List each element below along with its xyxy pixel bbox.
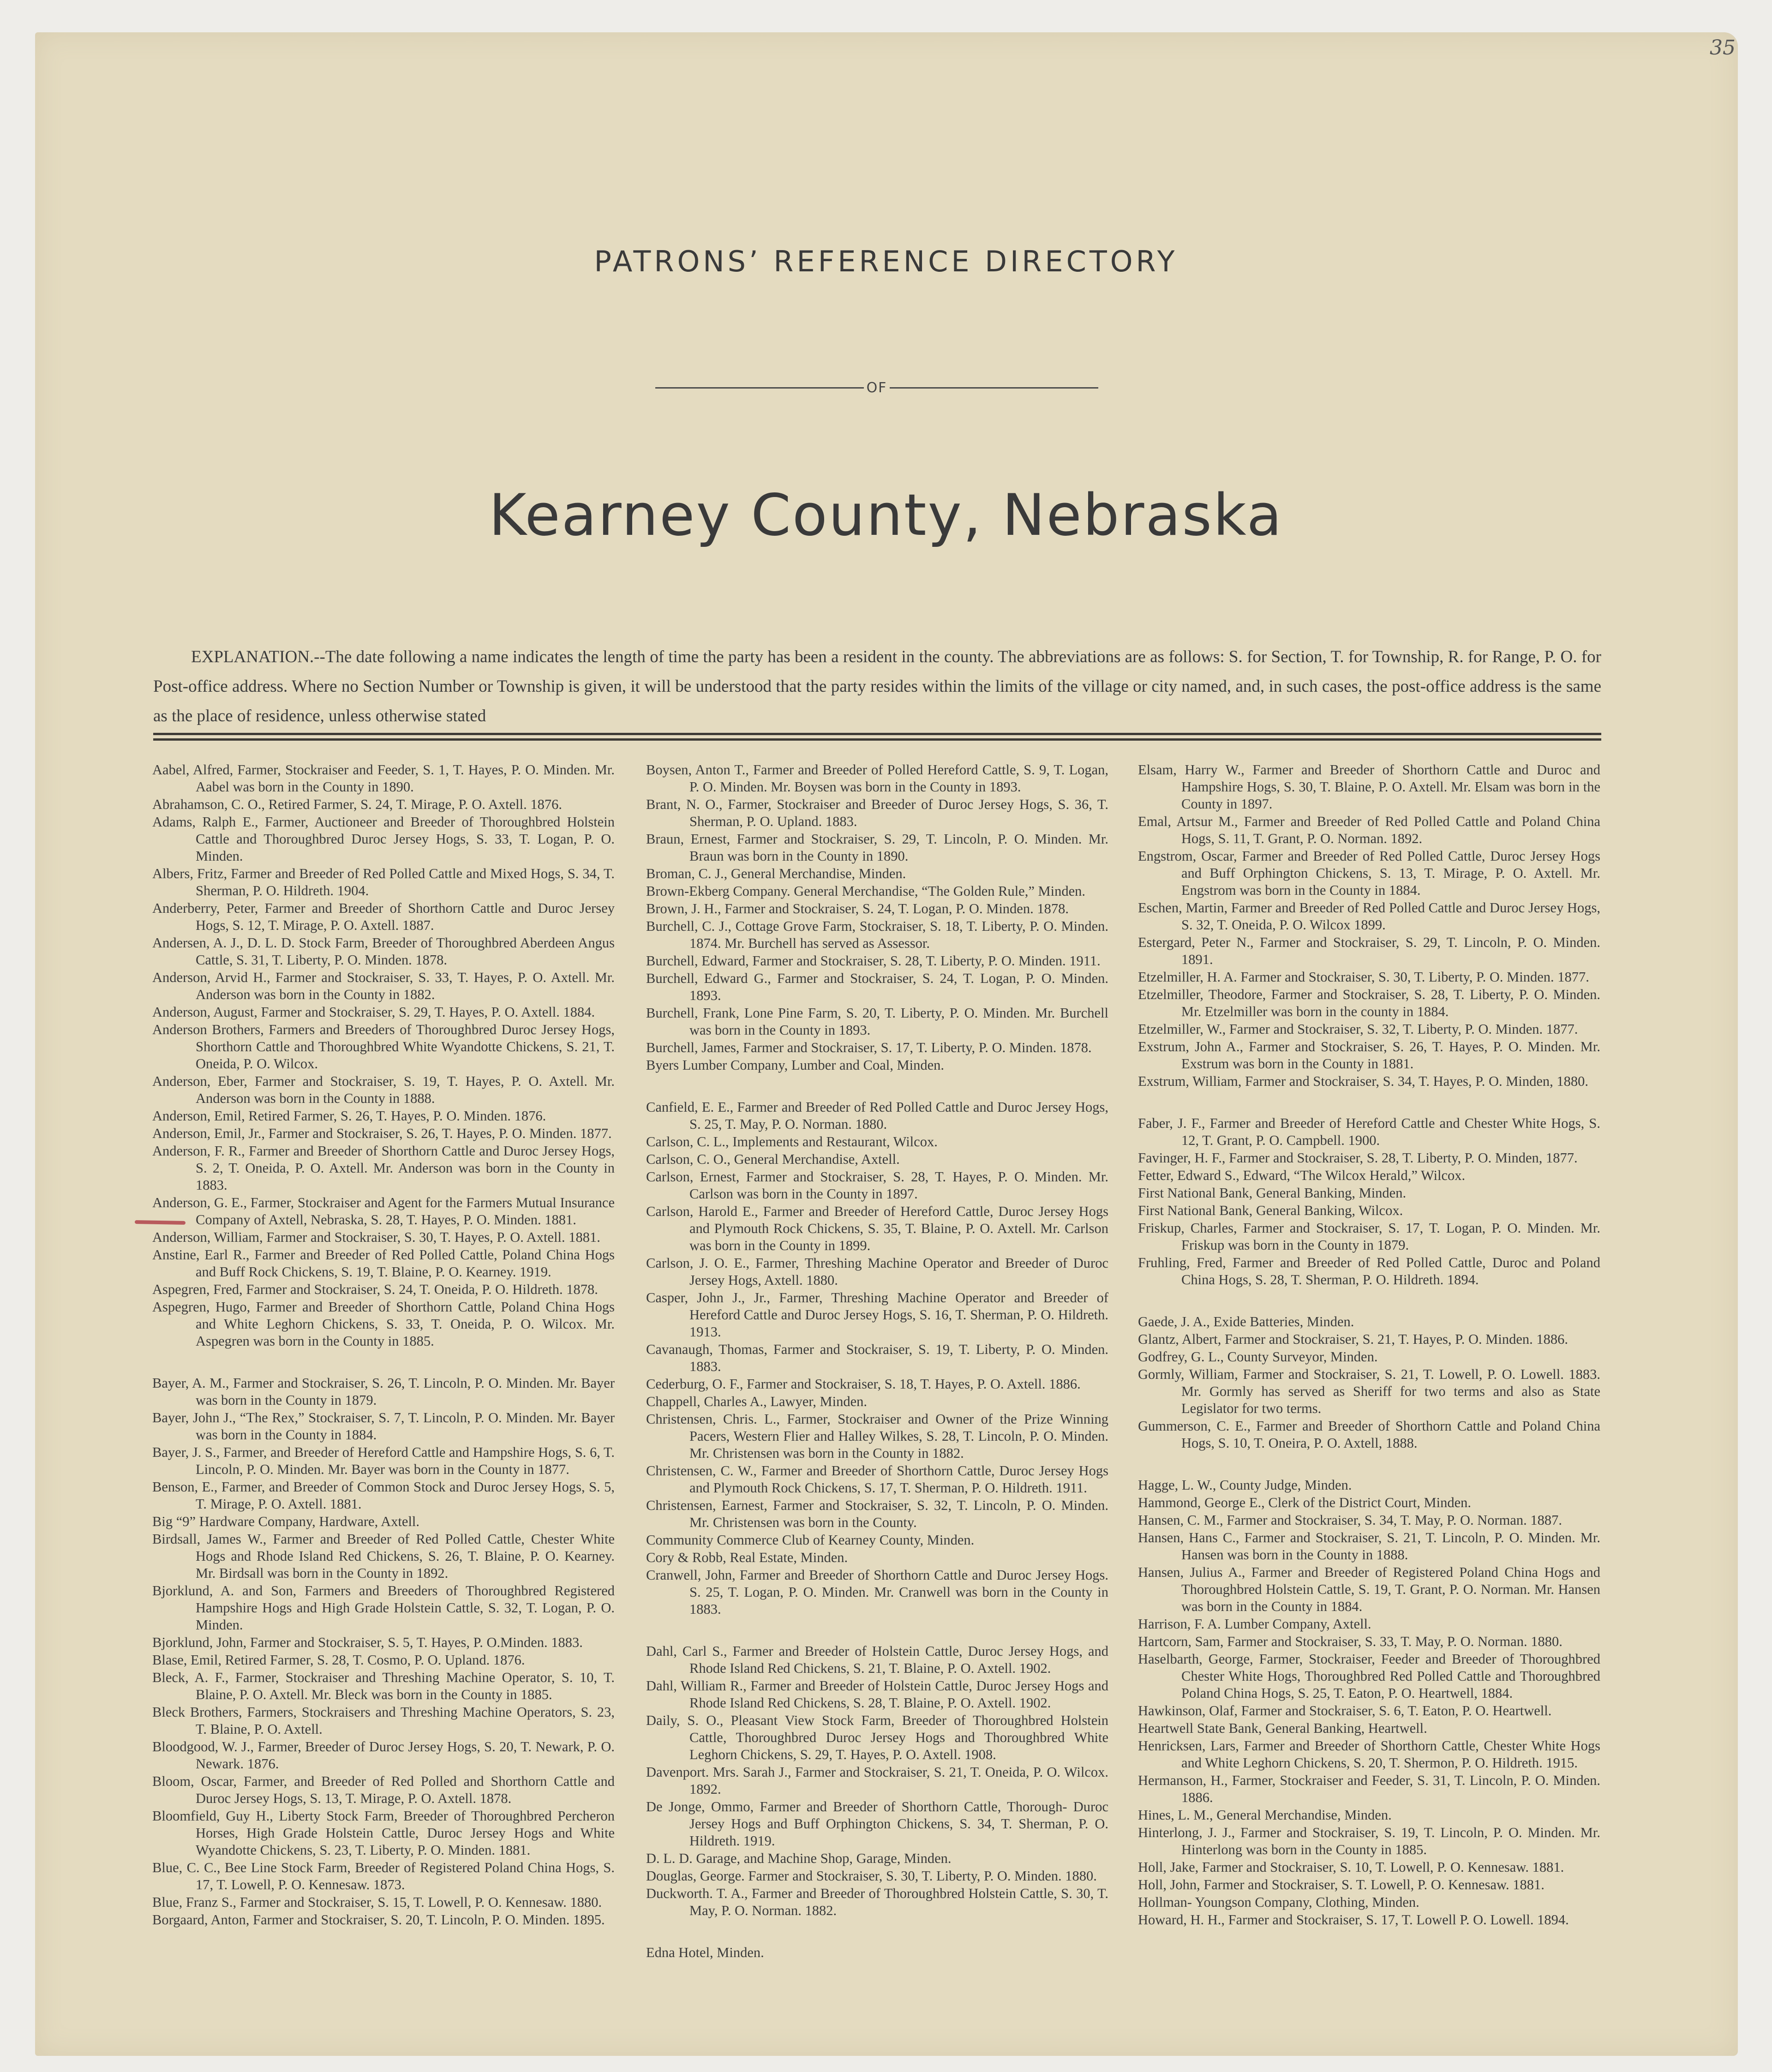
directory-entry: Byers Lumber Company, Lumber and Coal, Minden. bbox=[646, 1057, 945, 1073]
directory-entry: Etzelmiller, H. A. Farmer and Stockraiser, S. 30, T. Liberty, P. O. Minden. 1877. bbox=[1138, 969, 1589, 985]
directory-entry: Cranwell, John, Farmer and Breeder of Shorthorn Cattle and Duroc Jersey Hogs. S. 25, T. Logan, P. O. Minden. Mr. Cranwell was born in the County in 1883. bbox=[646, 1567, 1108, 1617]
directory-entry: Anderson, Emil, Jr., Farmer and Stockraiser, S. 26, T. Hayes, P. O. Minden. 1877. bbox=[152, 1126, 612, 1141]
directory-section bbox=[152, 761, 615, 1350]
directory-entry: Aabel, Alfred, Farmer, Stockraiser and Feeder, S. 1, T. Hayes, P. O. Minden. Mr. Aabel was born in the County in 1890. bbox=[152, 762, 615, 795]
directory-column-3 bbox=[1138, 761, 1600, 1929]
directory-entry: Hansen, Julius A., Farmer and Breeder of Registered Poland China Hogs and Thoroughbred Holstein Cattle, S. 19, T. Grant, P. O. Norman. Mr. Hansen was born in the County in 1884. bbox=[1138, 1564, 1600, 1614]
directory-entry: Burchell, Edward G., Farmer and Stockraiser, S. 24, T. Logan, P. O. Minden. 1893. bbox=[646, 970, 1108, 1003]
directory-entry: Carlson, Harold E., Farmer and Breeder of Hereford Cattle, Duroc Jersey Hogs and Plymouth Rock Chickens, S. 35, T. Blaine, P. O. Axtell. Mr. Carlson was born in the County in 1899. bbox=[646, 1204, 1108, 1253]
directory-entry: Benson, E., Farmer, and Breeder of Common Stock and Duroc Jersey Hogs, S. 5, T. Mirage, P. O. Axtell. 1881. bbox=[152, 1479, 615, 1512]
directory-entry: De Jonge, Ommo, Farmer and Breeder of Shorthorn Cattle, Thorough- Duroc Jersey Hogs and Buff Orphington Chickens, S. 34, T. Sherman, P. O. Hildreth. 1919. bbox=[646, 1799, 1108, 1849]
directory-entry: Hammond, George E., Clerk of the District Court, Minden. bbox=[1138, 1495, 1471, 1510]
directory-entry: Burchell, Frank, Lone Pine Farm, S. 20, T. Liberty, P. O. Minden. Mr. Burchell was born in the County in 1893. bbox=[646, 1005, 1108, 1038]
directory-entry: Haselbarth, George, Farmer, Stockraiser, Feeder and Breeder of Thoroughbred Chester White Hogs, Thoroughbred Red Polled Cattle and Thoroughbred Poland China Hogs, S. 25, T. Eaton, P. O. Heartwell, 1884. bbox=[1138, 1651, 1600, 1701]
directory-entry: Braun, Ernest, Farmer and Stockraiser, S. 29, T. Lincoln, P. O. Minden. Mr. Braun was born in the County in 1890. bbox=[646, 831, 1108, 864]
directory-entry: Anderson, Arvid H., Farmer and Stockraiser, S. 33, T. Hayes, P. O. Axtell. Mr. Anderson was born in the County in 1882. bbox=[152, 970, 615, 1002]
directory-entry: Broman, C. J., General Merchandise, Minden. bbox=[646, 866, 906, 881]
directory-entry: Faber, J. F., Farmer and Breeder of Hereford Cattle and Chester White Hogs, S. 12, T. Grant, P. O. Campbell. 1900. bbox=[1138, 1115, 1600, 1148]
rule-line bbox=[153, 738, 1601, 741]
directory-entry: Etzelmiller, W., Farmer and Stockraiser, S. 32, T. Liberty, P. O. Minden. 1877. bbox=[1138, 1021, 1578, 1037]
directory-entry: Bayer, J. S., Farmer, and Breeder of Hereford Cattle and Hampshire Hogs, S. 6, T. Lincoln, P. O. Minden. Mr. Bayer was born in the County in 1877. bbox=[152, 1444, 615, 1477]
directory-entry: Bleck Brothers, Farmers, Stockraisers and Threshing Machine Operators, S. 23, T. Blaine, P. O. Axtell. bbox=[152, 1704, 615, 1737]
directory-section bbox=[646, 1643, 1108, 1919]
directory-entry: Hermanson, H., Farmer, Stockraiser and Feeder, S. 31, T. Lincoln, P. O. Minden. 1886. bbox=[1138, 1773, 1600, 1805]
directory-entry: Gormly, William, Farmer and Stockraiser, S. 21, T. Lowell, P. O. Lowell. 1883. Mr. Gormly has served as Sheriff for two terms and also as State Legislator for two terms. bbox=[1138, 1366, 1600, 1416]
directory-entry: Hagge, L. W., County Judge, Minden. bbox=[1138, 1477, 1352, 1493]
directory-entry: Aspegren, Hugo, Farmer and Breeder of Shorthorn Cattle, Poland China Hogs and White Leghorn Chickens, S. 33, T. Oneida, P. O. Wilcox. Mr. Aspegren was born in the County in 1885. bbox=[152, 1299, 615, 1349]
directory-entry: Heartwell State Bank, General Banking, Heartwell. bbox=[1138, 1720, 1427, 1736]
directory-entry: Favinger, H. F., Farmer and Stockraiser, S. 28, T. Liberty, P. O. Minden, 1877. bbox=[1138, 1150, 1578, 1166]
directory-entry: Hansen, Hans C., Farmer and Stockraiser, S. 21, T. Lincoln, P. O. Minden. Mr. Hansen was born in the County in 1888. bbox=[1138, 1530, 1600, 1563]
directory-entry: Community Commerce Club of Kearney County, Minden. bbox=[646, 1532, 975, 1548]
directory-entry: Duckworth. T. A., Farmer and Breeder of Thoroughbred Holstein Cattle, S. 30, T. May, P. O. Norman. 1882. bbox=[646, 1886, 1108, 1918]
directory-entry: Elsam, Harry W., Farmer and Breeder of Shorthorn Cattle and Duroc and Hampshire Hogs, S. 30, T. Blaine, P. O. Axtell. Mr. Elsam was born in the County in 1897. bbox=[1138, 762, 1600, 812]
directory-entry: Bayer, A. M., Farmer and Stockraiser, S. 26, T. Lincoln, P. O. Minden. Mr. Bayer was born in the County in 1879. bbox=[152, 1375, 615, 1408]
rule-line bbox=[153, 733, 1601, 735]
directory-entry: Cory & Robb, Real Estate, Minden. bbox=[646, 1550, 848, 1565]
directory-entry: Albers, Fritz, Farmer and Breeder of Red Polled Cattle and Mixed Hogs, S. 34, T. Sherman, P. O. Hildreth. 1904. bbox=[152, 866, 615, 898]
directory-entry: Burchell, Edward, Farmer and Stockraiser, S. 28, T. Liberty, P. O. Minden. 1911. bbox=[646, 953, 1101, 969]
directory-entry: Holl, Jake, Farmer and Stockraiser, S. 10, T. Lowell, P. O. Kennesaw. 1881. bbox=[1138, 1859, 1564, 1875]
directory-entry: Eschen, Martin, Farmer and Breeder of Red Polled Cattle and Duroc Jersey Hogs, S. 32, T. Oneida, P. O. Wilcox 1899. bbox=[1138, 900, 1600, 933]
directory-entry: Christensen, Earnest, Farmer and Stockraiser, S. 32, T. Lincoln, P. O. Minden. Mr. Christensen was born in the County. bbox=[646, 1497, 1108, 1530]
of-label: OF bbox=[866, 379, 887, 396]
directory-entry: Howard, H. H., Farmer and Stockraiser, S. 17, T. Lowell P. O. Lowell. 1894. bbox=[1138, 1912, 1569, 1928]
directory-entry: Blue, C. C., Bee Line Stock Farm, Breeder of Registered Poland China Hogs, S. 17, T. Lowell, P. O. Kennesaw. 1873. bbox=[152, 1860, 615, 1892]
directory-entry: Anderson Brothers, Farmers and Breeders of Thoroughbred Duroc Jersey Hogs, Shorthorn Cattle and Thoroughbred White Wyandotte Chickens, S. 21, T. Oneida, P. O. Wilcox. bbox=[152, 1022, 615, 1072]
directory-entry: Daily, S. O., Pleasant View Stock Farm, Breeder of Thoroughbred Holstein Cattle, Thoroughbred Duroc Jersey Hogs and Thoroughbred White Leghorn Chickens, S. 29, T. Hayes, P. O. Axtell. 1908. bbox=[646, 1713, 1108, 1762]
of-divider bbox=[655, 377, 1098, 398]
divider-rule-right bbox=[890, 387, 1098, 389]
directory-entry: Fruhling, Fred, Farmer and Breeder of Red Polled Cattle, Duroc and Poland China Hogs, S. 28, T. Sherman, P. O. Hildreth. 1894. bbox=[1138, 1255, 1600, 1288]
directory-section bbox=[1138, 1313, 1600, 1452]
directory-entry: Anderson, F. R., Farmer and Breeder of Shorthorn Cattle and Duroc Jersey Hogs, S. 2, T. Oneida, P. O. Axtell. Mr. Anderson was born in the County in 1883. bbox=[152, 1143, 615, 1193]
directory-entry: Hawkinson, Olaf, Farmer and Stockraiser, S. 6, T. Eaton, P. O. Heartwell. bbox=[1138, 1703, 1552, 1719]
directory-entry: Adams, Ralph E., Farmer, Auctioneer and Breeder of Thoroughbred Holstein Cattle and Thoroughbred Duroc Jersey Hogs, S. 33, T. Logan, P. O. Minden. bbox=[152, 814, 615, 864]
divider-rule-left bbox=[655, 387, 864, 389]
directory-entry: Emal, Artsur M., Farmer and Breeder of Red Polled Cattle and Poland China Hogs, S. 11, T. Grant, P. O. Norman. 1892. bbox=[1138, 814, 1600, 846]
directory-entry: Canfield, E. E., Farmer and Breeder of Red Polled Cattle and Duroc Jersey Hogs, S. 25, T. May, P. O. Norman. 1880. bbox=[646, 1099, 1108, 1132]
directory-entry: Blase, Emil, Retired Farmer, S. 28, T. Cosmo, P. O. Upland. 1876. bbox=[152, 1652, 525, 1668]
directory-entry: Aspegren, Fred, Farmer and Stockraiser, S. 24, T. Oneida, P. O. Hildreth. 1878. bbox=[152, 1282, 598, 1297]
directory-entry: Godfrey, G. L., County Surveyor, Minden. bbox=[1138, 1349, 1378, 1365]
directory-section bbox=[1138, 1477, 1600, 1928]
directory-entry: Bloodgood, W. J., Farmer, Breeder of Duroc Jersey Hogs, S. 20, T. Newark, P. O. Newark. 1876. bbox=[152, 1739, 615, 1772]
directory-entry: Hinterlong, J. J., Farmer and Stockraiser, S. 19, T. Lincoln, P. O. Minden. Mr. Hinterlong was born in the County in 1885. bbox=[1138, 1825, 1600, 1857]
directory-entry: Hollman- Youngson Company, Clothing, Minden. bbox=[1138, 1894, 1419, 1910]
directory-entry: Burchell, James, Farmer and Stockraiser, S. 17, T. Liberty, P. O. Minden. 1878. bbox=[646, 1040, 1092, 1055]
directory-entry: Anderson, August, Farmer and Stockraiser, S. 29, T. Hayes, P. O. Axtell. 1884. bbox=[152, 1004, 595, 1020]
directory-entry: Brown, J. H., Farmer and Stockraiser, S. 24, T. Logan, P. O. Minden. 1878. bbox=[646, 901, 1069, 916]
directory-entry: D. L. D. Garage, and Machine Shop, Garage, Minden. bbox=[646, 1850, 952, 1866]
directory-entry: Burchell, C. J., Cottage Grove Farm, Stockraiser, S. 18, T. Liberty, P. O. Minden. 1874. Mr. Burchell has served as Assessor. bbox=[646, 918, 1108, 951]
directory-entry: Henricksen, Lars, Farmer and Breeder of Shorthorn Cattle, Chester White Hogs and White Leghorn Chickens, S. 20, T. Shermon, P. O. Hildreth. 1915. bbox=[1138, 1738, 1600, 1771]
directory-entry: Etzelmiller, Theodore, Farmer and Stockraiser, S. 28, T. Liberty, P. O. Minden. Mr. Etzelmiller was born in the county in 1884. bbox=[1138, 987, 1600, 1019]
directory-entry: Bayer, John J., “The Rex,” Stockraiser, S. 7, T. Lincoln, P. O. Minden. Mr. Bayer was born in the County in 1884. bbox=[152, 1410, 615, 1443]
directory-entry: Exstrum, John A., Farmer and Stockraiser, S. 26, T. Hayes, P. O. Minden. Mr. Exstrum was born in the County in 1881. bbox=[1138, 1039, 1600, 1072]
directory-section bbox=[152, 1375, 615, 1928]
directory-entry: Abrahamson, C. O., Retired Farmer, S. 24, T. Mirage, P. O. Axtell. 1876. bbox=[152, 796, 562, 812]
directory-section bbox=[646, 1944, 1108, 1961]
directory-entry: Hartcorn, Sam, Farmer and Stockraiser, S. 33, T. May, P. O. Norman. 1880. bbox=[1138, 1634, 1562, 1649]
directory-entry: Cavanaugh, Thomas, Farmer and Stockraiser, S. 19, T. Liberty, P. O. Minden. 1883. bbox=[646, 1341, 1108, 1374]
directory-entry: Bloomfield, Guy H., Liberty Stock Farm, Breeder of Thoroughbred Percheron Horses, High Grade Holstein Cattle, Duroc Jersey Hogs and White Wyandotte Chickens, S. 23, T. Liberty, P. O. Minden. 1881. bbox=[152, 1808, 615, 1858]
directory-entry: First National Bank, General Banking, Minden. bbox=[1138, 1185, 1407, 1201]
directory-entry: Engstrom, Oscar, Farmer and Breeder of Red Polled Cattle, Duroc Jersey Hogs and Buff Orphington Chickens, S. 13, T. Mirage, P. O. Axtell. Mr. Engstrom was born in the County in 1884. bbox=[1138, 848, 1600, 898]
directory-entry: Casper, John J., Jr., Farmer, Threshing Machine Operator and Breeder of Hereford Cattle and Duroc Jersey Hogs, S. 16, T. Sherman, P. O. Hildreth. 1913. bbox=[646, 1290, 1108, 1340]
directory-entry: Gaede, J. A., Exide Batteries, Minden. bbox=[1138, 1314, 1354, 1329]
directory-entry: Christensen, Chris. L., Farmer, Stockraiser and Owner of the Prize Winning Pacers, Western Flier and Halley Wilkes, S. 28, T. Lincoln, P. O. Minden. Mr. Christensen was born in the County in 1882. bbox=[646, 1411, 1108, 1461]
directory-entry: Brant, N. O., Farmer, Stockraiser and Breeder of Duroc Jersey Hogs, S. 36, T. Sherman, P. O. Upland. 1883. bbox=[646, 796, 1108, 829]
directory-entry: Gummerson, C. E., Farmer and Breeder of Shorthorn Cattle and Poland China Hogs, S. 10, T. Oneira, P. O. Axtell, 1888. bbox=[1138, 1418, 1600, 1451]
directory-entry: Exstrum, William, Farmer and Stockraiser, S. 34, T. Hayes, P. O. Minden, 1880. bbox=[1138, 1073, 1588, 1089]
directory-entry: Estergard, Peter N., Farmer and Stockraiser, S. 29, T. Lincoln, P. O. Minden. 1891. bbox=[1138, 934, 1600, 967]
directory-entry: Boysen, Anton T., Farmer and Breeder of Polled Hereford Cattle, S. 9, T. Logan, P. O. Minden. Mr. Boysen was born in the County in 1893. bbox=[646, 762, 1108, 795]
directory-entry: Hines, L. M., General Merchandise, Minden. bbox=[1138, 1807, 1392, 1823]
directory-entry: Anderson, Emil, Retired Farmer, S. 26, T. Hayes, P. O. Minden. 1876. bbox=[152, 1108, 546, 1124]
handwritten-page-number: 35 bbox=[1710, 36, 1736, 60]
page-title: PATRONS’ REFERENCE DIRECTORY bbox=[594, 245, 1178, 278]
directory-entry: Borgaard, Anton, Farmer and Stockraiser, S. 20, T. Lincoln, P. O. Minden. 1895. bbox=[152, 1912, 605, 1928]
directory-entry: Birdsall, James W., Farmer and Breeder of Red Polled Cattle, Chester White Hogs and Rhode Island Red Chickens, S. 26, T. Blaine, P. O. Kearney. Mr. Birdsall was born in the County in 1892. bbox=[152, 1531, 615, 1581]
directory-entry: Bloom, Oscar, Farmer, and Breeder of Red Polled and Shorthorn Cattle and Duroc Jersey Hogs, S. 13, T. Mirage, P. O. Axtell. 1878. bbox=[152, 1773, 615, 1806]
directory-entry: First National Bank, General Banking, Wilcox. bbox=[1138, 1203, 1403, 1218]
directory-entry: Davenport. Mrs. Sarah J., Farmer and Stockraiser, S. 21, T. Oneida, P. O. Wilcox. 1892. bbox=[646, 1764, 1108, 1797]
directory-entry: Harrison, F. A. Lumber Company, Axtell. bbox=[1138, 1616, 1371, 1632]
directory-section bbox=[646, 1099, 1108, 1618]
directory-entry: Cederburg, O. F., Farmer and Stockraiser, S. 18, T. Hayes, P. O. Axtell. 1886. bbox=[646, 1376, 1081, 1392]
directory-entry: Dahl, William R., Farmer and Breeder of Holstein Cattle, Duroc Jersey Hogs and Rhode Island Red Chickens, S. 28, T. Blaine, P. O. Axtell. 1902. bbox=[646, 1678, 1108, 1711]
directory-entry: Carlson, Ernest, Farmer and Stockraiser, S. 28, T. Hayes, P. O. Minden. Mr. Carlson was born in the County in 1897. bbox=[646, 1169, 1108, 1202]
directory-entry: Christensen, C. W., Farmer and Breeder of Shorthorn Cattle, Duroc Jersey Hogs and Plymouth Rock Chickens, S. 17, T. Sherman, P. O. Hildreth. 1911. bbox=[646, 1463, 1108, 1496]
directory-entry: Fetter, Edward S., Edward, “The Wilcox Herald,” Wilcox. bbox=[1138, 1168, 1466, 1183]
directory-entry: Holl, John, Farmer and Stockraiser, S. T. Lowell, P. O. Kennesaw. 1881. bbox=[1138, 1877, 1545, 1892]
directory-entry: Big “9” Hardware Company, Hardware, Axtell. bbox=[152, 1514, 420, 1529]
directory-entry: Blue, Franz S., Farmer and Stockraiser, S. 15, T. Lowell, P. O. Kennesaw. 1880. bbox=[152, 1894, 602, 1910]
directory-entry: Bjorklund, John, Farmer and Stockraiser, S. 5, T. Hayes, P. O.Minden. 1883. bbox=[152, 1635, 583, 1650]
directory-entry: Chappell, Charles A., Lawyer, Minden. bbox=[646, 1394, 868, 1409]
directory-entry: Anderberry, Peter, Farmer and Breeder of Shorthorn Cattle and Duroc Jersey Hogs, S. 12, T. Mirage, P. O. Axtell. 1887. bbox=[152, 900, 615, 933]
directory-entry: Andersen, A. J., D. L. D. Stock Farm, Breeder of Thoroughbred Aberdeen Angus Cattle, S. 31, T. Liberty, P. O. Minden. 1878. bbox=[152, 935, 615, 968]
county-heading: Kearney County, Nebraska bbox=[489, 482, 1283, 549]
directory-entry: Anderson, William, Farmer and Stockraiser, S. 30, T. Hayes, P. O. Axtell. 1881. bbox=[152, 1229, 600, 1245]
directory-entry: Dahl, Carl S., Farmer and Breeder of Holstein Cattle, Duroc Jersey Hogs, and Rhode Island Red Chickens, S. 21, T. Blaine, P. O. Axtell. 1902. bbox=[646, 1643, 1108, 1676]
directory-entry: Anderson, Eber, Farmer and Stockraiser, S. 19, T. Hayes, P. O. Axtell. Mr. Anderson was born in the County in 1888. bbox=[152, 1073, 615, 1106]
directory-section bbox=[1138, 1115, 1600, 1288]
directory-entry: Douglas, George. Farmer and Stockraiser, S. 30, T. Liberty, P. O. Minden. 1880. bbox=[646, 1868, 1097, 1884]
directory-entry: Carlson, C. L., Implements and Restaurant, Wilcox. bbox=[646, 1134, 938, 1150]
directory-column-1 bbox=[152, 761, 615, 1929]
double-rule bbox=[153, 733, 1601, 744]
directory-entry: Friskup, Charles, Farmer and Stockraiser, S. 17, T. Logan, P. O. Minden. Mr. Friskup was born in the County in 1879. bbox=[1138, 1220, 1600, 1253]
directory-entry: Carlson, C. O., General Merchandise, Axtell. bbox=[646, 1151, 900, 1167]
directory-entry: Bleck, A. F., Farmer, Stockraiser and Threshing Machine Operator, S. 10, T. Blaine, P. O. Axtell. Mr. Bleck was born in the County in 1885. bbox=[152, 1670, 615, 1702]
directory-entry: Brown-Ekberg Company. General Merchandise, “The Golden Rule,” Minden. bbox=[646, 883, 1086, 899]
directory-entry: Anstine, Earl R., Farmer and Breeder of Red Polled Cattle, Poland China Hogs and Buff Rock Chickens, S. 19, T. Blaine, P. O. Kearney. 1919. bbox=[152, 1247, 615, 1280]
directory-section bbox=[646, 761, 1108, 1074]
directory-entry: Bjorklund, A. and Son, Farmers and Breeders of Thoroughbred Registered Hampshire Hogs and High Grade Holstein Cattle, S. 32, T. Logan, P. O. Minden. bbox=[152, 1583, 615, 1633]
explanation-paragraph: EXPLANATION.--The date following a name indicates the length of time the party has been a resident in the county. The abbreviations are as follows: S. for Section, T. for Township, R. for Range, P. O. for Post-office address. Where no Section Number or Township is given, it will be understood that the party resides within the limits of the village or city named, and, in such cases, the post-office address is the same as the place of residence, unless otherwise stated bbox=[153, 647, 1601, 725]
directory-entry: Anderson, G. E., Farmer, Stockraiser and Agent for the Farmers Mutual Insurance Company of Axtell, Nebraska, S. 28, T. Hayes, P. O. Minden. 1881. bbox=[152, 1195, 615, 1228]
directory-entry: Glantz, Albert, Farmer and Stockraiser, S. 21, T. Hayes, P. O. Minden. 1886. bbox=[1138, 1331, 1568, 1347]
directory-column-2 bbox=[646, 761, 1108, 1962]
directory-entry: Hansen, C. M., Farmer and Stockraiser, S. 34, T. May, P. O. Norman. 1887. bbox=[1138, 1512, 1562, 1528]
directory-entry: Carlson, J. O. E., Farmer, Threshing Machine Operator and Breeder of Duroc Jersey Hogs, Axtell. 1880. bbox=[646, 1255, 1108, 1288]
directory-section bbox=[1138, 761, 1600, 1090]
directory-entry: Edna Hotel, Minden. bbox=[646, 1945, 764, 1960]
